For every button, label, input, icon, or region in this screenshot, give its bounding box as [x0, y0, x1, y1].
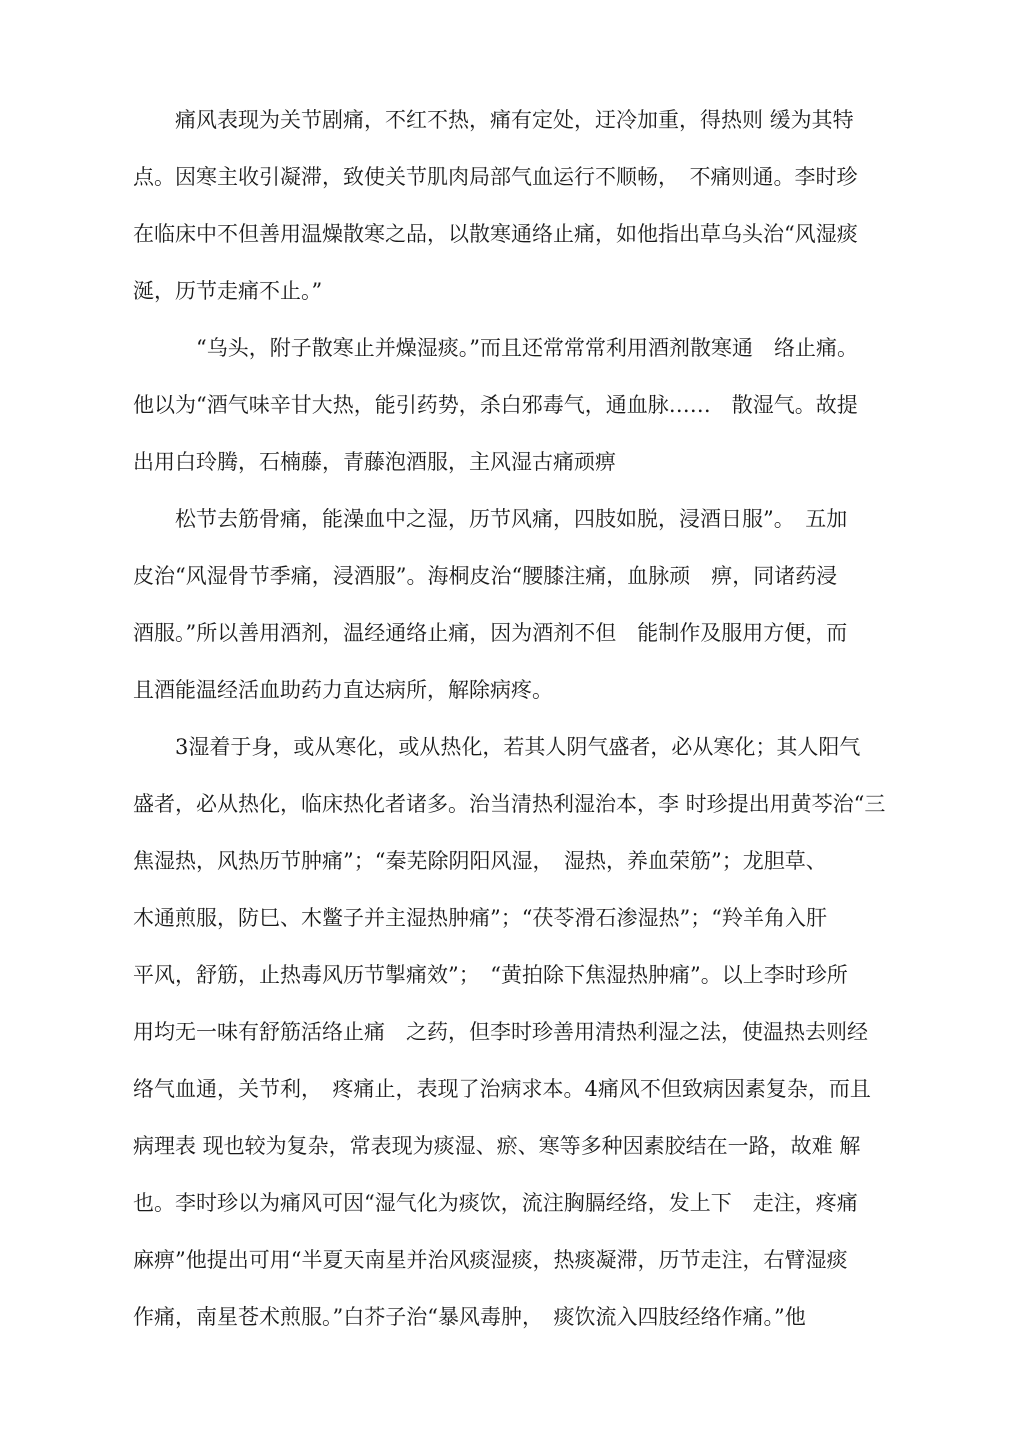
text-line: 络气血通，关节利， 疼痛止，表现了治病求本。4痛风不但致病因素复杂，而且: [133, 1077, 871, 1101]
text-line: 点。因寒主收引凝滞，致使关节肌肉局部气血运行不顺畅， 不痛则通。李时珍: [133, 165, 858, 189]
text-line: 痛风表现为关节剧痛，不红不热，痛有定处，迂冷加重，得热则 缓为其特: [133, 108, 854, 132]
text-line: 盛者，必从热化，临床热化者诸多。治当清热利湿治本，李 时珍提出用黄芩治“三: [133, 792, 886, 816]
text-line: 酒服。”所以善用酒剂，温经通络止痛，因为酒剂不但 能制作及服用方便，而: [133, 621, 848, 645]
text-line: 平风，舒筋，止热毒风历节掣痛效”； “黄拍除下焦湿热肿痛”。以上李时珍所: [133, 963, 848, 987]
text-line: 麻痹”他提出可用“半夏天南星并治风痰湿痰，热痰凝滞，历节走注，右臂湿痰: [133, 1248, 848, 1272]
text-line: 焦湿热，风热历节肿痛”；“秦芜除阴阳风湿， 湿热，养血荣筋”；龙胆草、: [133, 849, 827, 873]
text-line: 3湿着于身，或从寒化，或从热化，若其人阴气盛者，必从寒化；其人阳气: [133, 735, 861, 759]
text-line: 出用白玲腾，石楠藤，青藤泡酒服，主风湿古痛顽痹: [133, 450, 616, 474]
text-line: 涎，历节走痛不止。”: [133, 279, 323, 303]
text-line: 木通煎服，防巳、木鳖子并主湿热肿痛”；“茯苓滑石渗湿热”；“羚羊角入肝: [133, 906, 827, 930]
text-line: 在临床中不但善用温燥散寒之品，以散寒通络止痛，如他指出草乌头治“风湿痰: [133, 222, 858, 246]
text-line: 松节去筋骨痛，能澡血中之湿，历节风痛，四肢如脱，浸酒日服”。 五加: [133, 507, 848, 531]
text-line: “乌头，附子散寒止并燥湿痰。”而且还常常常利用酒剂散寒通 络止痛。: [133, 336, 858, 360]
text-line: 作痛，南星苍术煎服。”白芥子治“暴风毒肿， 痰饮流入四肢经络作痛。”他: [133, 1305, 806, 1329]
text-line: 他以为“酒气味辛甘大热，能引药势，杀白邪毒气，通血脉…… 散湿气。故提: [133, 393, 858, 417]
text-line: 皮治“风湿骨节季痛，浸酒服”。海桐皮治“腰膝注痛，血脉顽 痹，同诸药浸: [133, 564, 838, 588]
text-line: 且酒能温经活血助药力直达病所，解除病疼。: [133, 678, 553, 702]
text-line: 病理表 现也较为复杂，常表现为痰湿、瘀、寒等多种因素胶结在一路，故难 解: [133, 1134, 861, 1158]
text-line: 用均无一味有舒筋活络止痛 之药，但李时珍善用清热利湿之法，使温热去则经: [133, 1020, 868, 1044]
text-line: 也。李时珍以为痛风可因“湿气化为痰饮，流注胸膈经络，发上下 走注，疼痛: [133, 1191, 858, 1215]
